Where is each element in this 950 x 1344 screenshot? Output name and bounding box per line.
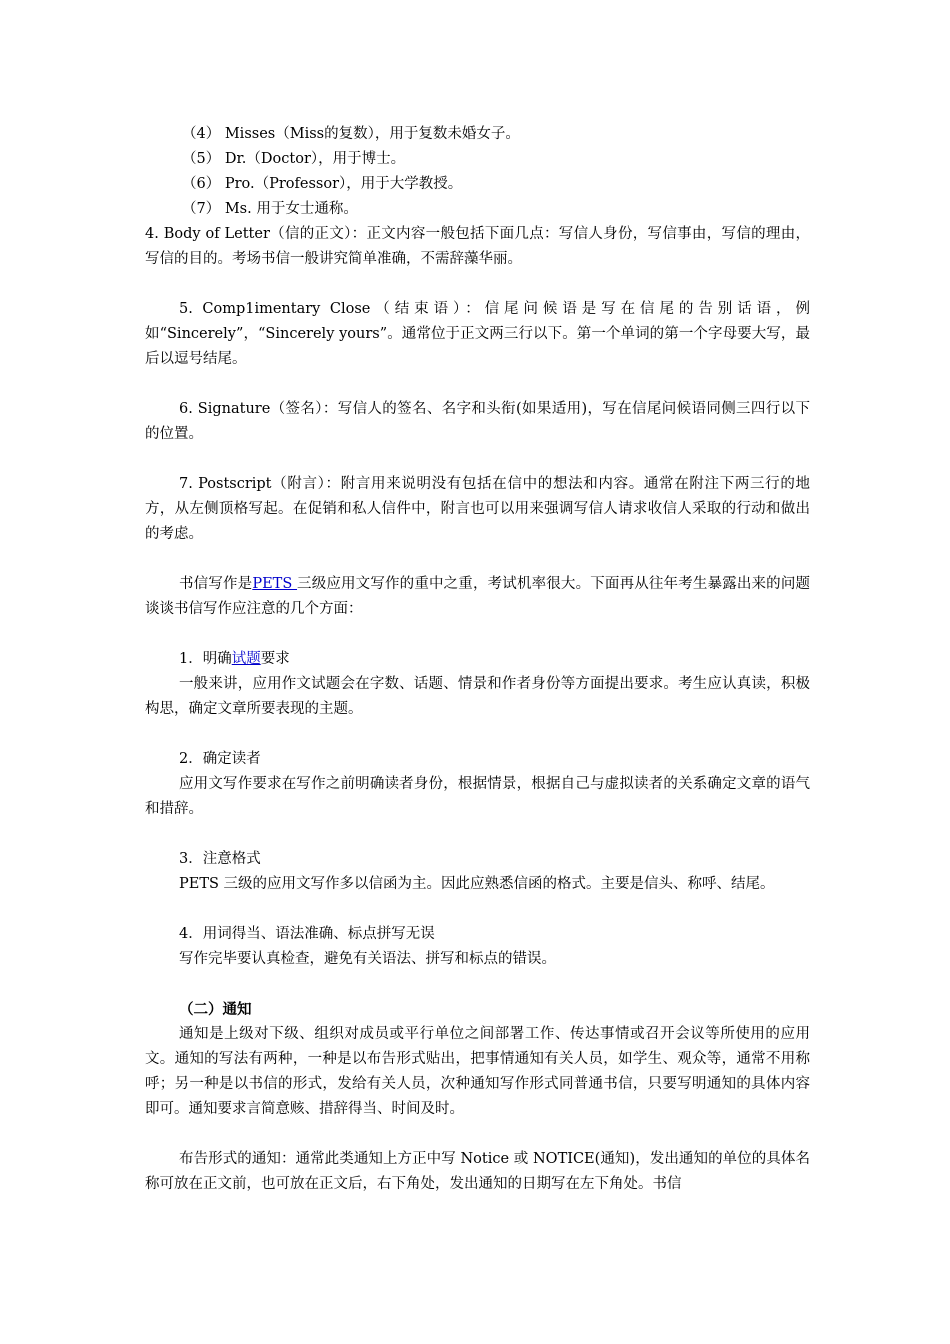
point-2-text: 应用文写作要求在写作之前明确读者身份，根据情景，根据自己与虚拟读者的关系确定文章的语气和措辞。 bbox=[145, 776, 810, 817]
body-of-letter-paragraph: 4. Body of Letter（信的正文）：正文内容一般包括下面几点：写信人身份，写信事由，写信的理由，写信的目的。考场书信一般讲究简单准确，不需辞藻华丽。 bbox=[145, 226, 810, 267]
point-1-heading-before: 1．明确 bbox=[179, 651, 232, 667]
intro-text-after: 三级应用文写作的重中之重，考试机率很大。下面再从往年考生暴露出来的问题谈谈书信写作应注意的几个方面： bbox=[145, 576, 810, 617]
point-1-text: 一般来讲，应用作文试题会在字数、话题、情景和作者身份等方面提出要求。考生应认真读，积极构思，确定文章所要表现的主题。 bbox=[145, 676, 810, 717]
title-item-dr: （5） Dr.（Doctor），用于博士。 bbox=[182, 151, 406, 167]
notice-definition-paragraph: 通知是上级对下级、组织对成员或平行单位之间部署工作、传达事情或召开会议等所使用的应用文。通知的写法有两种，一种是以布告形式贴出，把事情通知有关人员，如学生、观众等，通常不用称呼；另一种是以书信的形式，发给有关人员，次种通知写作形式同普通书信，只要写明通知的具体内容即可。通知要求言简意赅、措辞得当、时间及时。 bbox=[145, 1026, 810, 1117]
intro-text-before: 书信写作是 bbox=[179, 576, 253, 592]
point-3-heading: 3．注意格式 bbox=[179, 851, 261, 867]
point-4-text: 写作完毕要认真检查，避免有关语法、拼写和标点的错误。 bbox=[179, 951, 556, 967]
complimentary-close-paragraph: 5. Comp1imentary Close（结束语）：信尾问候语是写在信尾的告别话语，例如“Sincerely”，“Sincerely yours”。通常位于正文两三行以下。第一个单词的第一个字母要大写，最后以逗号结尾。 bbox=[145, 301, 810, 367]
point-1-heading bbox=[145, 647, 810, 672]
letter-writing-intro-paragraph bbox=[145, 572, 810, 622]
title-item-misses: （4） Misses（Miss的复数），用于复数未婚女子。 bbox=[182, 126, 520, 142]
notice-format-paragraph: 布告形式的通知：通常此类通知上方正中写 Notice 或 NOTICE(通知)，发出通知的单位的具体名称可放在正文前，也可放在正文后，右下角处，发出通知的日期写在左下角处。书信 bbox=[145, 1151, 810, 1192]
signature-paragraph: 6. Signature（签名）：写信人的签名、名字和头衔(如果适用)，写在信尾问候语同侧三四行以下的位置。 bbox=[145, 401, 810, 442]
title-item-pro: （6） Pro.（Professor），用于大学教授。 bbox=[182, 176, 463, 192]
point-4-heading: 4．用词得当、语法准确、标点拼写无误 bbox=[179, 926, 435, 942]
postscript-paragraph: 7. Postscript（附言）：附言用来说明没有包括在信中的想法和内容。通常在附注下两三行的地方，从左侧顶格写起。在促销和私人信件中，附言也可以用来强调写信人请求收信人采取的行动和做出的考虑。 bbox=[145, 476, 810, 542]
title-item-ms: （7） Ms. 用于女士通称。 bbox=[182, 201, 358, 217]
exam-question-link[interactable]: 试题 bbox=[231, 651, 261, 667]
pets-link[interactable]: PETS bbox=[252, 576, 298, 592]
notice-section-heading: （二）通知 bbox=[179, 1001, 252, 1018]
point-1-heading-after: 要求 bbox=[260, 651, 290, 667]
point-3-text: PETS 三级的应用文写作多以信函为主。因此应熟悉信函的格式。主要是信头、称呼、结尾。 bbox=[179, 876, 775, 892]
point-2-heading: 2．确定读者 bbox=[179, 751, 261, 767]
document-page bbox=[145, 122, 810, 1197]
